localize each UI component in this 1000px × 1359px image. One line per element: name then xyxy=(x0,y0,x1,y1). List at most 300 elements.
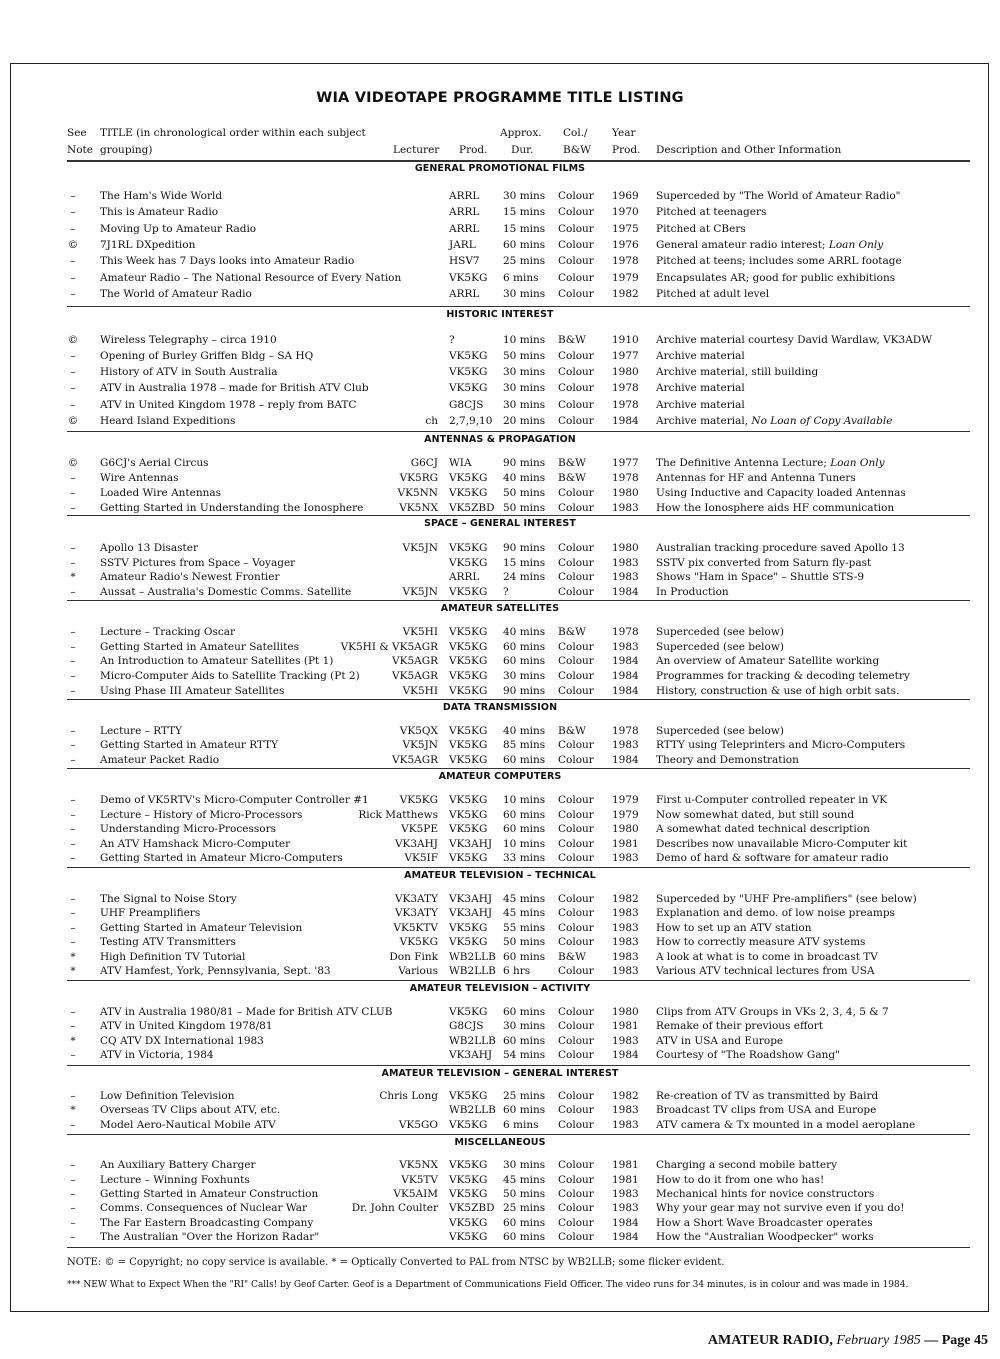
cell-prod: VK5KG xyxy=(449,1119,488,1131)
cell-lect: VK5IF xyxy=(404,852,438,864)
table-row xyxy=(0,541,1000,555)
cell-desc: Archive material xyxy=(656,399,745,411)
table-row xyxy=(0,950,1000,964)
cell-dur: 60 mins xyxy=(503,1231,546,1243)
table-row xyxy=(0,1187,1000,1201)
cell-lect: VK5NX xyxy=(399,502,438,514)
table-row xyxy=(0,471,1000,485)
cell-lect: VK5JN xyxy=(402,739,438,751)
cell-note: – xyxy=(70,190,76,202)
cell-year: 1979 xyxy=(612,809,639,821)
cell-desc: General amateur radio interest; Loan Only xyxy=(656,239,884,251)
cell-desc: Pitched at teens; includes some ARRL footage xyxy=(656,255,902,267)
cell-desc: Re-creation of TV as transmitted by Baird xyxy=(656,1090,879,1102)
table-row xyxy=(0,625,1000,639)
section-heading: SPACE – GENERAL INTEREST xyxy=(424,518,576,529)
cell-prod: VK5KG xyxy=(449,350,488,362)
cell-col: Colour xyxy=(558,502,594,514)
cell-lect: VK3AHJ xyxy=(394,838,438,850)
cell-title: Using Phase III Amateur Satellites xyxy=(100,685,285,697)
cell-desc: History, construction & use of high orbit sats. xyxy=(656,685,900,697)
cell-prod: VK5KG xyxy=(449,626,488,638)
cell-lect: VK5AIM xyxy=(393,1188,438,1200)
cell-desc: How to correctly measure ATV systems xyxy=(656,936,866,948)
cell-lect: VK3ATY xyxy=(394,907,438,919)
section-heading: AMATEUR TELEVISION – TECHNICAL xyxy=(404,870,596,881)
cell-title: Testing ATV Transmitters xyxy=(100,936,236,948)
cell-lect: G6CJ xyxy=(410,457,438,469)
cell-desc: Antennas for HF and Antenna Tuners xyxy=(656,472,856,484)
cell-note: – xyxy=(70,1231,76,1243)
table-row xyxy=(0,486,1000,500)
cell-lect: VK5QX xyxy=(399,725,438,737)
cell-col: Colour xyxy=(558,255,594,267)
table-row xyxy=(0,1173,1000,1187)
table-row xyxy=(0,398,1000,412)
new-programme-note: *** NEW What to Expect When the "RI" Calls! by Geof Carter. Geof is a Department of Communications Field Officer. The video runs for 34 minutes, is in colour and was made in 1984. xyxy=(67,1280,909,1290)
cell-title: Amateur Packet Radio xyxy=(100,754,220,766)
cell-col: Colour xyxy=(558,1104,594,1116)
cell-note: – xyxy=(70,472,76,484)
cell-year: 1983 xyxy=(612,1119,639,1131)
cell-year: 1978 xyxy=(612,255,639,267)
cell-note: – xyxy=(70,809,76,821)
cell-dur: 30 mins xyxy=(503,399,546,411)
cell-desc: Charging a second mobile battery xyxy=(656,1159,838,1171)
cell-desc: First u-Computer controlled repeater in VK xyxy=(656,794,888,806)
cell-col: Colour xyxy=(558,739,594,751)
cell-desc: Pitched at CBers xyxy=(656,223,746,235)
cell-year: 1975 xyxy=(612,223,639,235)
cell-year: 1982 xyxy=(612,1090,639,1102)
cell-prod: VK5KG xyxy=(449,1174,488,1186)
cell-prod: G8CJS xyxy=(449,1020,484,1032)
table-row xyxy=(0,1019,1000,1033)
cell-col: Colour xyxy=(558,1049,594,1061)
cell-col: Colour xyxy=(558,1159,594,1171)
cell-dur: 40 mins xyxy=(503,472,546,484)
cell-lect: ch xyxy=(425,415,438,427)
section-heading: MISCELLANEOUS xyxy=(454,1137,546,1148)
header-see: See xyxy=(67,127,87,139)
cell-desc: In Production xyxy=(656,586,729,598)
cell-col: Colour xyxy=(558,1202,594,1214)
cell-title: History of ATV in South Australia xyxy=(100,366,278,378)
cell-title: This is Amateur Radio xyxy=(100,206,219,218)
table-row xyxy=(0,333,1000,347)
cell-dur: 50 mins xyxy=(503,936,546,948)
cell-dur: 10 mins xyxy=(503,334,546,346)
table-row xyxy=(0,906,1000,920)
cell-year: 1981 xyxy=(612,1174,639,1186)
cell-year: 1981 xyxy=(612,1159,639,1171)
cell-prod: ARRL xyxy=(449,571,480,583)
cell-year: 1983 xyxy=(612,557,639,569)
cell-col: Colour xyxy=(558,754,594,766)
cell-title: Wire Antennas xyxy=(100,472,179,484)
header-title-2: grouping) xyxy=(100,144,153,156)
cell-title: Loaded Wire Antennas xyxy=(100,487,222,499)
cell-title: Lecture – History of Micro-Processors xyxy=(100,809,303,821)
footer-magazine: AMATEUR RADIO, xyxy=(707,1333,833,1348)
table-row xyxy=(0,271,1000,285)
cell-year: 1980 xyxy=(612,487,639,499)
cell-dur: 24 mins xyxy=(503,571,546,583)
section-divider xyxy=(67,306,970,307)
cell-lect: VK5KG xyxy=(399,794,438,806)
cell-desc: A look at what is to come in broadcast TV xyxy=(656,951,878,963)
cell-col: Colour xyxy=(558,823,594,835)
cell-year: 1984 xyxy=(612,415,639,427)
cell-prod: ? xyxy=(449,334,455,346)
cell-year: 1980 xyxy=(612,823,639,835)
cell-desc: Shows "Ham in Space" – Shuttle STS-9 xyxy=(656,571,865,583)
cell-year: 1976 xyxy=(612,239,639,251)
section-divider xyxy=(67,431,970,432)
cell-desc: SSTV pix converted from Saturn fly-past xyxy=(656,557,872,569)
cell-col: Colour xyxy=(558,685,594,697)
cell-col: Colour xyxy=(558,670,594,682)
cell-lect: VK5AGR xyxy=(392,655,438,667)
cell-year: 1984 xyxy=(612,655,639,667)
cell-dur: 15 mins xyxy=(503,557,546,569)
cell-title: Getting Started in Amateur Construction xyxy=(100,1188,319,1200)
cell-desc-italic: No Loan of Copy Available xyxy=(748,415,893,427)
cell-note: – xyxy=(70,350,76,362)
cell-col: Colour xyxy=(558,1006,594,1018)
cell-col: Colour xyxy=(558,907,594,919)
cell-col: Colour xyxy=(558,838,594,850)
cell-dur: 25 mins xyxy=(503,1202,546,1214)
cell-dur: 40 mins xyxy=(503,626,546,638)
cell-year: 1984 xyxy=(612,586,639,598)
cell-title: Opening of Burley Griffen Bldg – SA HQ xyxy=(100,350,314,362)
cell-title: Amateur Radio's Newest Frontier xyxy=(100,571,280,583)
cell-dur: 15 mins xyxy=(503,223,546,235)
cell-title: Amateur Radio – The National Resource of Every Nation xyxy=(100,272,402,284)
cell-dur: 60 mins xyxy=(503,239,546,251)
cell-note: * xyxy=(70,571,76,583)
section-divider xyxy=(67,768,970,769)
footer-page: — Page 45 xyxy=(920,1333,988,1348)
cell-year: 1977 xyxy=(612,350,639,362)
cell-note: – xyxy=(70,223,76,235)
cell-prod: VK5KG xyxy=(449,1090,488,1102)
cell-title: Wireless Telegraphy – circa 1910 xyxy=(100,334,277,346)
cell-dur: 30 mins xyxy=(503,1159,546,1171)
cell-prod: VK5KG xyxy=(449,725,488,737)
cell-prod: VK5KG xyxy=(449,1159,488,1171)
cell-note: – xyxy=(70,206,76,218)
cell-prod: VK5KG xyxy=(449,852,488,864)
cell-note: – xyxy=(70,823,76,835)
cell-year: 1983 xyxy=(612,922,639,934)
cell-dur: 60 mins xyxy=(503,823,546,835)
cell-desc: Describes now unavailable Micro-Computer kit xyxy=(656,838,908,850)
cell-year: 1983 xyxy=(612,965,639,977)
cell-prod: VK5KG xyxy=(449,586,488,598)
cell-desc: Programmes for tracking & decoding telemetry xyxy=(656,670,910,682)
section-heading: AMATEUR TELEVISION – ACTIVITY xyxy=(409,983,591,994)
cell-prod: VK5KG xyxy=(449,542,488,554)
cell-note: – xyxy=(70,1020,76,1032)
cell-lect: VK5AGR xyxy=(392,754,438,766)
cell-prod: VK5KG xyxy=(449,272,488,284)
table-row xyxy=(0,189,1000,203)
cell-dur: 20 mins xyxy=(503,415,546,427)
cell-title: Getting Started in Amateur Micro-Computers xyxy=(100,852,343,864)
cell-desc: Now somewhat dated, but still sound xyxy=(656,809,855,821)
table-row xyxy=(0,669,1000,683)
cell-prod: VK5ZBD xyxy=(449,502,495,514)
cell-lect: VK3ATY xyxy=(394,893,438,905)
cell-title: ATV in Victoria, 1984 xyxy=(100,1049,214,1061)
cell-prod: ARRL xyxy=(449,288,480,300)
cell-desc: Superceded (see below) xyxy=(656,626,784,638)
table-row xyxy=(0,654,1000,668)
cell-note: – xyxy=(70,794,76,806)
table-row xyxy=(0,254,1000,268)
cell-year: 1983 xyxy=(612,907,639,919)
cell-col: Colour xyxy=(558,655,594,667)
cell-title: Apollo 13 Disaster xyxy=(100,542,198,554)
page-title: WIA VIDEOTAPE PROGRAMME TITLE LISTING xyxy=(316,90,684,106)
cell-dur: 60 mins xyxy=(503,655,546,667)
cell-title: Aussat – Australia's Domestic Comms. Satellite xyxy=(100,586,352,598)
cell-title: Lecture – Tracking Oscar xyxy=(100,626,236,638)
cell-col: Colour xyxy=(558,350,594,362)
section-heading: GENERAL PROMOTIONAL FILMS xyxy=(414,163,586,174)
cell-note: – xyxy=(70,255,76,267)
cell-dur: 60 mins xyxy=(503,754,546,766)
cell-prod: WB2LLB xyxy=(449,1035,496,1047)
cell-dur: 33 mins xyxy=(503,852,546,864)
cell-col: Colour xyxy=(558,239,594,251)
cell-lect: VK5PE xyxy=(401,823,438,835)
cell-year: 1983 xyxy=(612,739,639,751)
cell-prod: JARL xyxy=(449,239,476,251)
cell-desc: Why your gear may not survive even if you do! xyxy=(656,1202,905,1214)
table-row xyxy=(0,1158,1000,1172)
cell-desc: How to set up an ATV station xyxy=(656,922,812,934)
cell-prod: VK5KG xyxy=(449,1217,488,1229)
cell-dur: 60 mins xyxy=(503,1006,546,1018)
cell-col: Colour xyxy=(558,557,594,569)
cell-year: 1979 xyxy=(612,272,639,284)
cell-lect: Various xyxy=(398,965,438,977)
cell-year: 1984 xyxy=(612,685,639,697)
cell-title: High Definition TV Tutorial xyxy=(100,951,246,963)
cell-lect: Chris Long xyxy=(379,1090,438,1102)
cell-note: – xyxy=(70,670,76,682)
page-footer xyxy=(708,1333,988,1349)
cell-dur: 6 hrs xyxy=(503,965,531,977)
section-divider xyxy=(67,600,970,601)
table-row xyxy=(0,414,1000,428)
table-row xyxy=(0,808,1000,822)
cell-col: Colour xyxy=(558,586,594,598)
cell-note: – xyxy=(70,907,76,919)
cell-col: Colour xyxy=(558,382,594,394)
cell-prod: VK5KG xyxy=(449,641,488,653)
cell-prod: VK5KG xyxy=(449,936,488,948)
cell-col: Colour xyxy=(558,1020,594,1032)
cell-title: The World of Amateur Radio xyxy=(100,288,252,300)
cell-note: – xyxy=(70,1006,76,1018)
table-row xyxy=(0,753,1000,767)
cell-prod: WB2LLB xyxy=(449,965,496,977)
cell-lect: VK5KG xyxy=(399,936,438,948)
cell-dur: 90 mins xyxy=(503,542,546,554)
cell-col: Colour xyxy=(558,571,594,583)
cell-dur: 50 mins xyxy=(503,502,546,514)
cell-dur: 30 mins xyxy=(503,190,546,202)
cell-lect: VK5NX xyxy=(399,1159,438,1171)
cell-col: B&W xyxy=(558,472,586,484)
cell-desc: ATV camera & Tx mounted in a model aeroplane xyxy=(656,1119,916,1131)
cell-prod: VK5KG xyxy=(449,685,488,697)
cell-year: 1969 xyxy=(612,190,639,202)
cell-note: – xyxy=(70,542,76,554)
table-row xyxy=(0,892,1000,906)
cell-note: – xyxy=(70,655,76,667)
cell-desc-italic: Loan Only xyxy=(826,457,885,469)
table-bottom-rule xyxy=(67,1247,970,1248)
cell-desc: Archive material, No Loan of Copy Available xyxy=(656,415,893,427)
cell-dur: 45 mins xyxy=(503,1174,546,1186)
table-row xyxy=(0,935,1000,949)
cell-prod: VK5KG xyxy=(449,823,488,835)
header-rule xyxy=(67,161,970,162)
cell-desc: How the "Australian Woodpecker" works xyxy=(656,1231,874,1243)
cell-desc: Remake of their previous effort xyxy=(656,1020,823,1032)
cell-prod: VK5KG xyxy=(449,366,488,378)
cell-lect: VK5GO xyxy=(398,1119,438,1131)
table-row xyxy=(0,822,1000,836)
cell-year: 1982 xyxy=(612,288,639,300)
cell-title: The Ham's Wide World xyxy=(100,190,223,202)
table-row xyxy=(0,851,1000,865)
header-approx: Approx. xyxy=(500,127,542,139)
cell-year: 1978 xyxy=(612,382,639,394)
cell-desc: The Definitive Antenna Lecture; Loan Only xyxy=(656,457,885,469)
cell-prod: VK5KG xyxy=(449,1231,488,1243)
cell-title: 7J1RL DXpedition xyxy=(100,239,196,251)
cell-desc: Superceded (see below) xyxy=(656,725,784,737)
header-prod: Prod. xyxy=(459,144,488,156)
cell-note: – xyxy=(70,487,76,499)
cell-note: – xyxy=(70,1159,76,1171)
cell-prod: VK5KG xyxy=(449,739,488,751)
cell-col: Colour xyxy=(558,399,594,411)
cell-desc: How to do it from one who has! xyxy=(656,1174,825,1186)
cell-lect: VK5HI xyxy=(402,626,438,638)
cell-dur: 40 mins xyxy=(503,725,546,737)
cell-col: Colour xyxy=(558,223,594,235)
cell-title: Getting Started in Understanding the Ionosphere xyxy=(100,502,364,514)
cell-dur: 6 mins xyxy=(503,1119,539,1131)
cell-title: Getting Started in Amateur RTTY xyxy=(100,739,279,751)
cell-year: 1978 xyxy=(612,472,639,484)
header-note: Note xyxy=(67,144,93,156)
cell-col: Colour xyxy=(558,366,594,378)
cell-note: * xyxy=(70,1035,76,1047)
cell-col: Colour xyxy=(558,487,594,499)
cell-dur: 30 mins xyxy=(503,288,546,300)
cell-note: – xyxy=(70,1202,76,1214)
cell-dur: 90 mins xyxy=(503,457,546,469)
table-row xyxy=(0,349,1000,363)
cell-year: 1983 xyxy=(612,641,639,653)
cell-lect: VK5KTV xyxy=(393,922,438,934)
cell-note: – xyxy=(70,1090,76,1102)
cell-note: – xyxy=(70,685,76,697)
section-divider xyxy=(67,1134,970,1135)
cell-col: Colour xyxy=(558,190,594,202)
cell-lect: VK5NN xyxy=(397,487,438,499)
cell-title: An ATV Hamshack Micro-Computer xyxy=(100,838,291,850)
cell-dur: 60 mins xyxy=(503,951,546,963)
cell-note: – xyxy=(70,852,76,864)
cell-desc: How the Ionosphere aids HF communication xyxy=(656,502,895,514)
cell-dur: 90 mins xyxy=(503,685,546,697)
cell-prod: VK5KG xyxy=(449,472,488,484)
table-row xyxy=(0,556,1000,570)
table-row xyxy=(0,793,1000,807)
cell-title: The Far Eastern Broadcasting Company xyxy=(100,1217,314,1229)
table-row xyxy=(0,381,1000,395)
table-row xyxy=(0,1216,1000,1230)
cell-title: ATV in Australia 1980/81 – Made for British ATV CLUB xyxy=(100,1006,393,1018)
cell-prod: WB2LLB xyxy=(449,951,496,963)
cell-note: – xyxy=(70,1174,76,1186)
cell-desc: Clips from ATV Groups in VKs 2, 3, 4, 5 & 7 xyxy=(656,1006,889,1018)
table-row xyxy=(0,456,1000,470)
section-heading: AMATEUR TELEVISION – GENERAL INTEREST xyxy=(381,1068,619,1079)
cell-desc: Superceded by "UHF Pre-amplifiers" (see below) xyxy=(656,893,917,905)
cell-dur: 15 mins xyxy=(503,206,546,218)
table-row xyxy=(0,1230,1000,1244)
cell-prod: VK5KG xyxy=(449,655,488,667)
cell-prod: WIA xyxy=(449,457,472,469)
cell-dur: 60 mins xyxy=(503,641,546,653)
cell-col: Colour xyxy=(558,922,594,934)
cell-dur: 30 mins xyxy=(503,670,546,682)
cell-dur: 30 mins xyxy=(503,366,546,378)
section-heading: AMATEUR COMPUTERS xyxy=(438,771,562,782)
cell-year: 1983 xyxy=(612,1104,639,1116)
cell-lect: VK5HI & VK5AGR xyxy=(340,641,438,653)
cell-note: © xyxy=(67,415,79,427)
cell-year: 1983 xyxy=(612,502,639,514)
cell-title: ATV in United Kingdom 1978/81 xyxy=(100,1020,273,1032)
cell-year: 1910 xyxy=(612,334,639,346)
cell-title: An Auxiliary Battery Charger xyxy=(100,1159,256,1171)
section-divider xyxy=(67,1065,970,1066)
cell-year: 1977 xyxy=(612,457,639,469)
table-row xyxy=(0,287,1000,301)
cell-col: B&W xyxy=(558,334,586,346)
cell-title: The Signal to Noise Story xyxy=(100,893,237,905)
cell-year: 1980 xyxy=(612,542,639,554)
cell-prod: VK5KG xyxy=(449,1006,488,1018)
cell-note: – xyxy=(70,1217,76,1229)
table-row xyxy=(0,238,1000,252)
cell-note: – xyxy=(70,922,76,934)
cell-dur: 10 mins xyxy=(503,838,546,850)
cell-title: Micro-Computer Aids to Satellite Tracking (Pt 2) xyxy=(100,670,360,682)
cell-lect: VK5HI xyxy=(402,685,438,697)
